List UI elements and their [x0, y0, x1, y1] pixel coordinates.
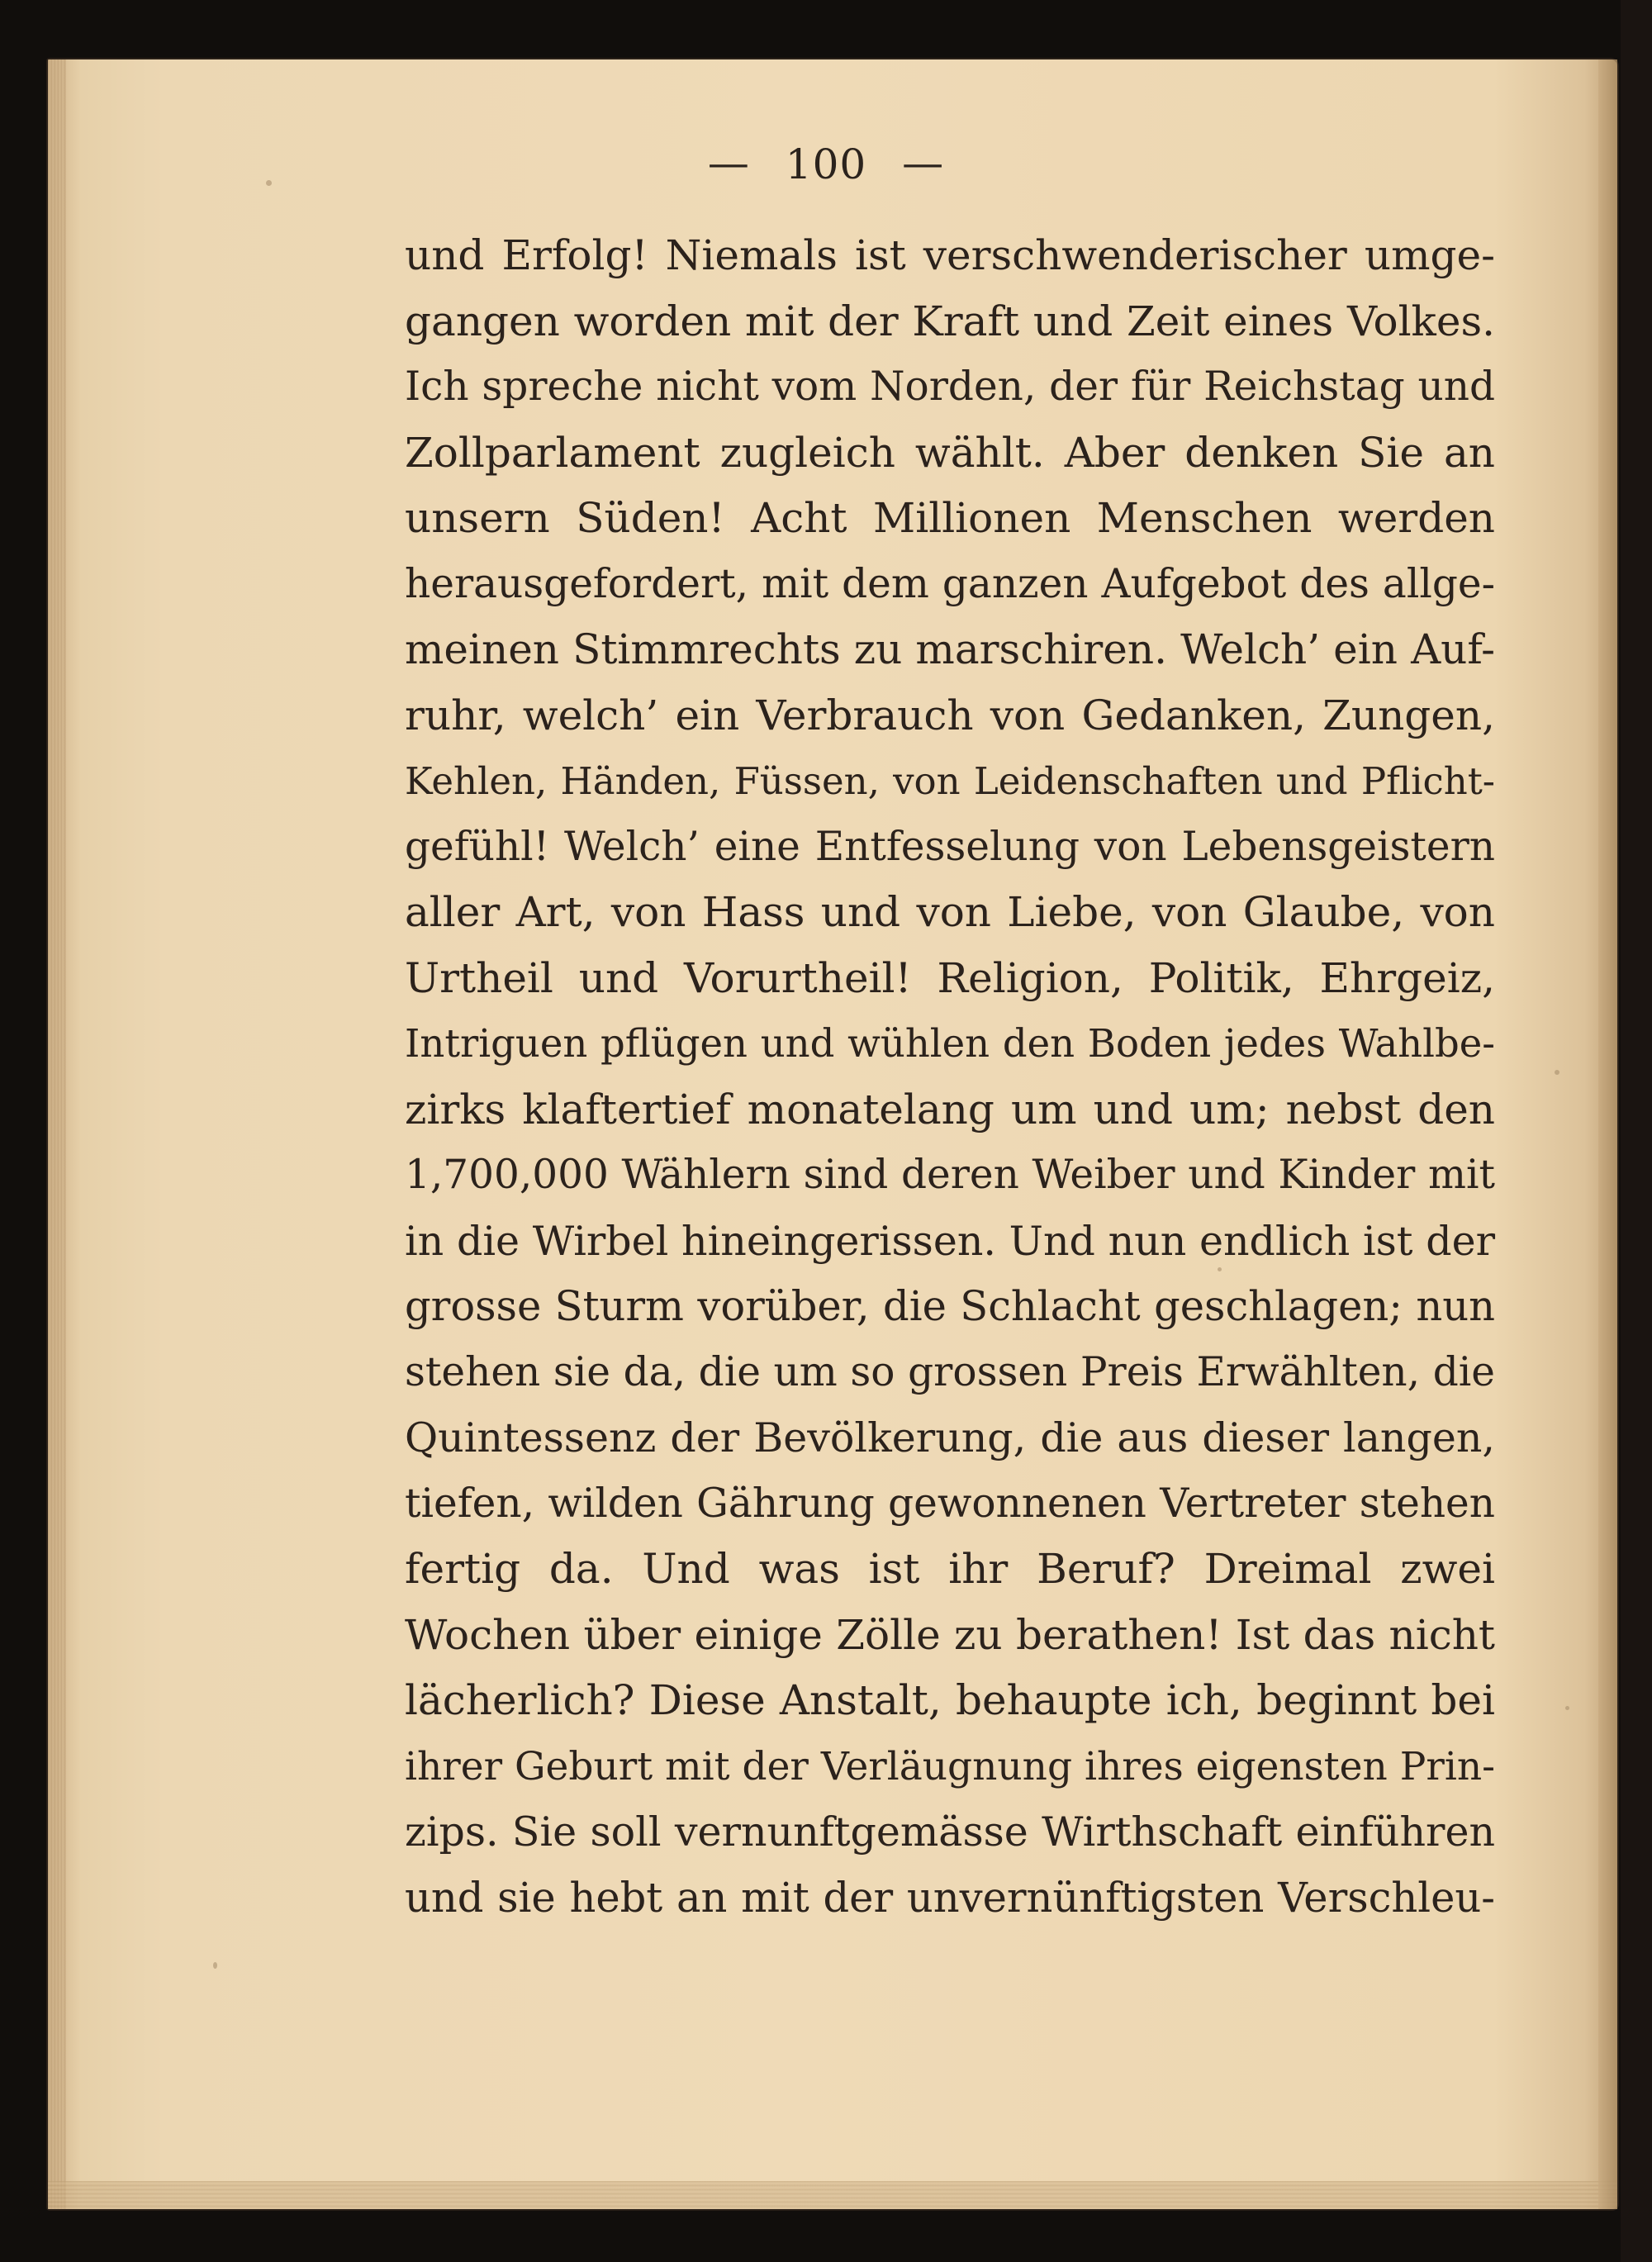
text-line: herausgefordert, mit dem ganzen Aufgebot des allge-: [405, 560, 1495, 607]
text-line: Zollparlament zugleich wählt. Aber denken Sie an: [405, 428, 1495, 477]
text-line: 1,700,000 Wählern sind deren Weiber und Kinder mit: [405, 1152, 1495, 1198]
text-line: Ich spreche nicht vom Norden, der für Reichstag und: [405, 364, 1495, 410]
page-header: [0, 140, 1652, 188]
paper-speck: [1565, 1706, 1569, 1710]
binding-shadow: [1621, 0, 1652, 2262]
text-line: Wochen über einige Zölle zu berathen! Ist das nicht: [405, 1610, 1495, 1659]
page-edge-right: [1598, 59, 1617, 2209]
text-line: aller Art, von Hass und von Liebe, von Glaube, von: [405, 888, 1495, 936]
text-line: zips. Sie soll vernunftgemässe Wirthschaft einführen: [405, 1808, 1495, 1856]
text-line: grosse Sturm vorüber, die Schlacht geschlagen; nun: [405, 1282, 1495, 1330]
text-line: Intriguen pflügen und wühlen den Boden jedes Wahlbe-: [405, 1021, 1495, 1066]
page-edge-left: [48, 59, 66, 2209]
text-line: Kehlen, Händen, Füssen, von Leidenschaften und Pflicht-: [405, 759, 1495, 803]
text-line: in die Wirbel hineingerissen. Und nun endlich ist der: [405, 1217, 1495, 1265]
text-line: gangen worden mit der Kraft und Zeit eines Volkes.: [405, 297, 1495, 345]
paper-speck: [213, 1962, 217, 1969]
page-edge-bottom: [48, 2181, 1617, 2209]
text-line: und sie hebt an mit der unvernünftigsten Verschleu-: [405, 1873, 1495, 1922]
text-line: fertig da. Und was ist ihr Beruf? Dreimal zwei: [405, 1545, 1495, 1593]
paper-speck: [1555, 1070, 1559, 1075]
header-dash-left: —: [707, 139, 750, 187]
page-number: 100: [785, 140, 867, 188]
header-dash-right: —: [902, 139, 945, 187]
text-line: Urtheil und Vorurtheil! Religion, Politik, Ehrgeiz,: [405, 953, 1495, 1002]
text-line: ruhr, welch’ ein Verbrauch von Gedanken, Zungen,: [405, 691, 1495, 739]
text-line: unsern Süden! Acht Millionen Menschen werden: [405, 494, 1495, 542]
text-line: lächerlich? Diese Anstalt, behaupte ich, beginnt bei: [405, 1676, 1495, 1724]
text-line: und Erfolg! Niemals ist verschwenderischer umge-: [405, 231, 1495, 279]
body-text: [405, 223, 1495, 1931]
text-line: zirks klaftertief monatelang um und um; nebst den: [405, 1085, 1495, 1133]
text-line: gefühl! Welch’ eine Entfesselung von Lebensgeistern: [405, 823, 1495, 870]
text-line: meinen Stimmrechts zu marschiren. Welch’ ein Auf-: [405, 625, 1495, 673]
text-line: tiefen, wilden Gährung gewonnenen Vertreter stehen: [405, 1480, 1495, 1527]
text-line: ihrer Geburt mit der Verläugnung ihres eigensten Prin-: [405, 1743, 1495, 1789]
text-line: stehen sie da, die um so grossen Preis Erwählten, die: [405, 1348, 1495, 1395]
text-line: Quintessenz der Bevölkerung, die aus dieser langen,: [405, 1414, 1495, 1461]
